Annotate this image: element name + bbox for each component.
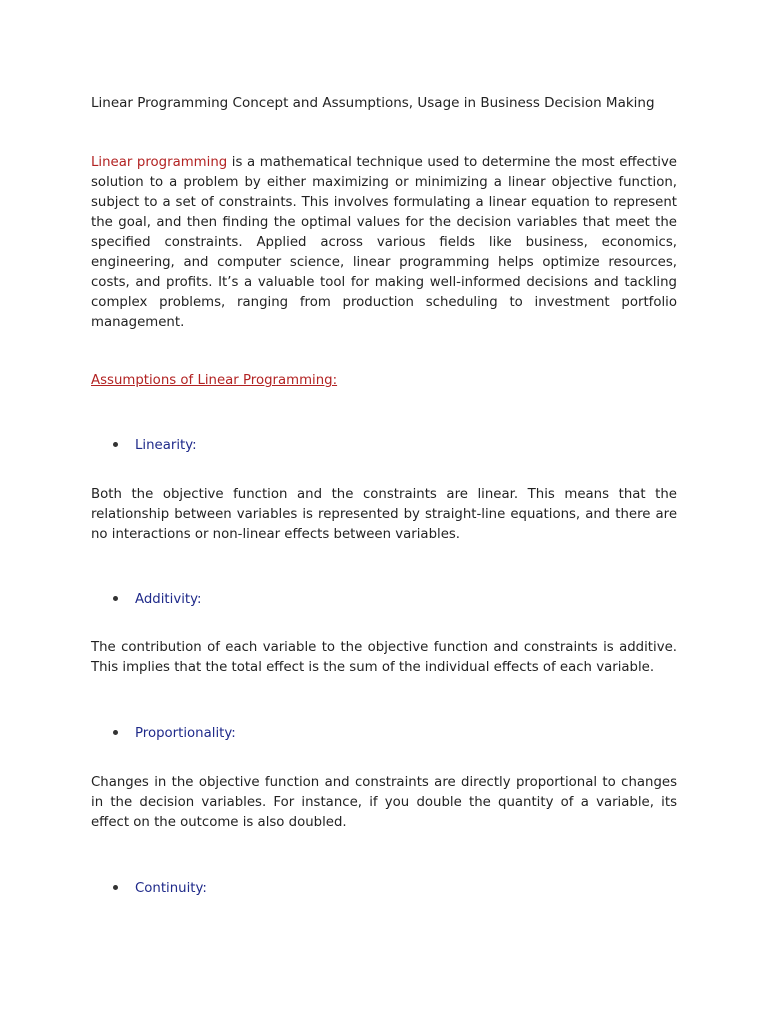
assumption-description-proportionality: Changes in the objective function and constraints are directly proportional to changes in the decision variables. For instance, if you double the quantity of a variable, its effect on the outcome is also doubled.	[91, 775, 677, 830]
bullet-dot-icon	[113, 885, 118, 890]
intro-paragraph	[91, 153, 677, 333]
document-title: Linear Programming Concept and Assumptions, Usage in Business Decision Making	[91, 95, 655, 111]
assumption-description-additivity: The contribution of each variable to the objective function and constraints is additive. This implies that the total effect is the sum of the individual effects of each variable.	[91, 640, 677, 675]
intro-text: is a mathematical technique used to determine the most effective solution to a problem by either maximizing or minimizing a linear objective function, subject to a set of constraints. This involves formulating a linear equation to represent the goal, and then finding the optimal values for the decision variables that meet the specified constraints. Applied across various fields like business, economics, engineering, and computer science, linear programming helps optimize resources, costs, and profits. It’s a valuable tool for making well-informed decisions and tackling complex problems, ranging from production scheduling to investment portfolio management.	[91, 155, 677, 330]
section-heading-assumptions: Assumptions of Linear Programming:	[91, 373, 338, 388]
bullet-item-proportionality	[113, 724, 236, 744]
bullet-label: Linearity:	[135, 438, 197, 453]
assumption-description-linearity: Both the objective function and the constraints are linear. This means that the relationship between variables is represented by straight-line equations, and there are no interactions or non-linear effects between variables.	[91, 487, 677, 542]
bullet-label: Proportionality:	[135, 726, 236, 741]
bullet-item-linearity	[113, 436, 197, 456]
bullet-label: Continuity:	[135, 881, 207, 896]
bullet-dot-icon	[113, 730, 118, 735]
bullet-dot-icon	[113, 596, 118, 601]
bullet-item-additivity	[113, 590, 202, 610]
intro-term: Linear programming	[91, 155, 228, 170]
bullet-label: Additivity:	[135, 592, 202, 607]
bullet-item-continuity	[113, 879, 207, 899]
bullet-dot-icon	[113, 442, 118, 447]
